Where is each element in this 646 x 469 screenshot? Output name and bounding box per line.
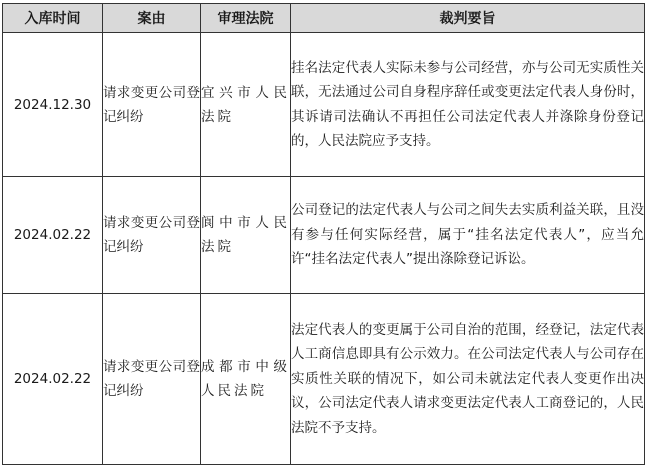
row-cause: 请求变更公司登记纠纷 [103, 294, 201, 465]
row-date: 2024.12.30 [3, 33, 103, 177]
header-gist: 裁判要旨 [291, 4, 645, 33]
row-gist: 挂名法定代表人实际未参与公司经营，亦与公司无实质性关联，无法通过公司自身程序辞任或变更法定代表人身份时，其诉请司法确认不再担任公司法定代表人并涤除身份登记的，人民法院应予支持。 [291, 33, 645, 177]
header-court: 审理法院 [201, 4, 291, 33]
table-row [3, 294, 645, 465]
header-cause: 案由 [103, 4, 201, 33]
row-cause: 请求变更公司登记纠纷 [103, 33, 201, 177]
header-row [3, 4, 645, 33]
header-date: 入库时间 [3, 4, 103, 33]
row-court: 阆中市人民法院 [201, 177, 291, 294]
table-row [3, 177, 645, 294]
row-gist: 公司登记的法定代表人与公司之间失去实质利益关联，且没有参与任何实际经营，属于“挂名法定代表人”，应当允许“挂名法定代表人”提出涤除登记诉讼。 [291, 177, 645, 294]
case-table [2, 3, 645, 465]
row-gist: 法定代表人的变更属于公司自治的范围，经登记，法定代表人工商信息即具有公示效力。在公司法定代表人与公司存在实质性关联的情况下，如公司未就法定代表人变更作出决议，公司法定代表人请求变更法定代表人工商登记的，人民法院不予支持。 [291, 294, 645, 465]
row-date: 2024.02.22 [3, 177, 103, 294]
row-cause: 请求变更公司登记纠纷 [103, 177, 201, 294]
row-court: 成都市中级人民法院 [201, 294, 291, 465]
table-row [3, 33, 645, 177]
row-date: 2024.02.22 [3, 294, 103, 465]
row-court: 宜兴市人民法院 [201, 33, 291, 177]
